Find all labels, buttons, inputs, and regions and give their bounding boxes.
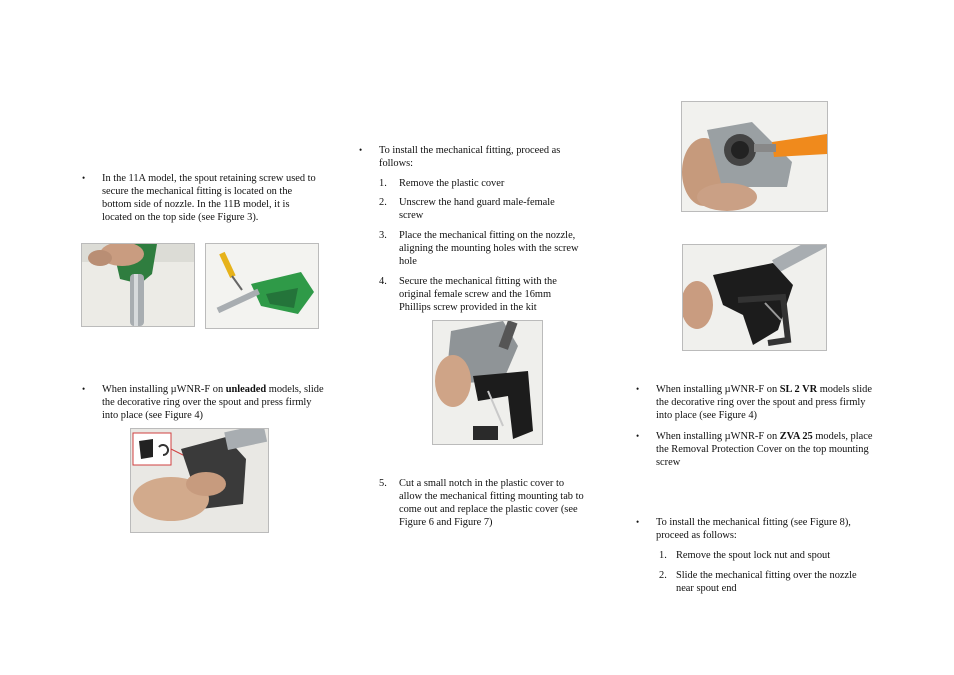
col3-step-2: Slide the mechanical fitting over the nozzle near spout end	[676, 570, 857, 594]
col3-step-1: Remove the spout lock nut and spout	[676, 550, 831, 561]
bullet-marker: •	[82, 384, 86, 394]
col2-step-2: Unscrew the hand guard male-female screw	[399, 197, 555, 221]
figure-4-decorative-ring-photo	[130, 428, 269, 533]
step-number: 1.	[659, 550, 667, 561]
bullet-marker: •	[636, 431, 640, 441]
bullet-marker: •	[636, 384, 640, 394]
col1-paragraph-11a-model: In the 11A model, the spout retaining screw used to secure the mechanical fitting is located on the bottom side of nozzle. In the 11B model, it is located on the top side (see Figure 3).	[102, 173, 316, 223]
step-number: 3.	[379, 230, 387, 241]
col3-paragraph-install-intro: To install the mechanical fitting (see Figure 8), proceed as follows:	[656, 517, 851, 541]
figure-grey-nozzle-fitting-photo	[432, 320, 543, 445]
bullet-marker: •	[359, 145, 363, 155]
col3-paragraph-sl2vr: When installing µWNR-F on SL 2 VR models slide the decorative ring over the spout and press firmly into place (see Figure 4)	[656, 384, 872, 421]
col2-step-1: Remove the plastic cover	[399, 178, 505, 189]
step-number: 5.	[379, 478, 387, 489]
figure-black-nozzle-photo	[682, 244, 827, 351]
col2-step-3: Place the mechanical fitting on the nozzle, aligning the mounting holes with the screw hole	[399, 230, 579, 267]
figure-green-nozzle-bottom-photo	[81, 243, 195, 327]
col2-paragraph-install-intro: To install the mechanical fitting, proceed as follows:	[379, 145, 561, 169]
col2-step-4: Secure the mechanical fitting with the original female screw and the 16mm Phillips screw provided in the kit	[399, 276, 557, 313]
bullet-marker: •	[82, 173, 86, 183]
col2-step-5: Cut a small notch in the plastic cover to allow the mechanical fitting mounting tab to come out and replace the plastic cover (see Figure 6 and Figure 7)	[399, 478, 584, 528]
col1-paragraph-unleaded: When installing µWNR-F on unleaded models, slide the decorative ring over the spout and press firmly into place (see Figure 4)	[102, 384, 324, 421]
step-number: 2.	[379, 197, 387, 208]
figure-green-nozzle-screwdriver-photo	[205, 243, 319, 329]
bullet-marker: •	[636, 517, 640, 527]
step-number: 1.	[379, 178, 387, 189]
figure-grey-nozzle-orange-tool-photo	[681, 101, 828, 212]
step-number: 4.	[379, 276, 387, 287]
step-number: 2.	[659, 570, 667, 581]
col3-paragraph-zva25: When installing µWNR-F on ZVA 25 models, place the Removal Protection Cover on the top mounting screw	[656, 431, 873, 468]
